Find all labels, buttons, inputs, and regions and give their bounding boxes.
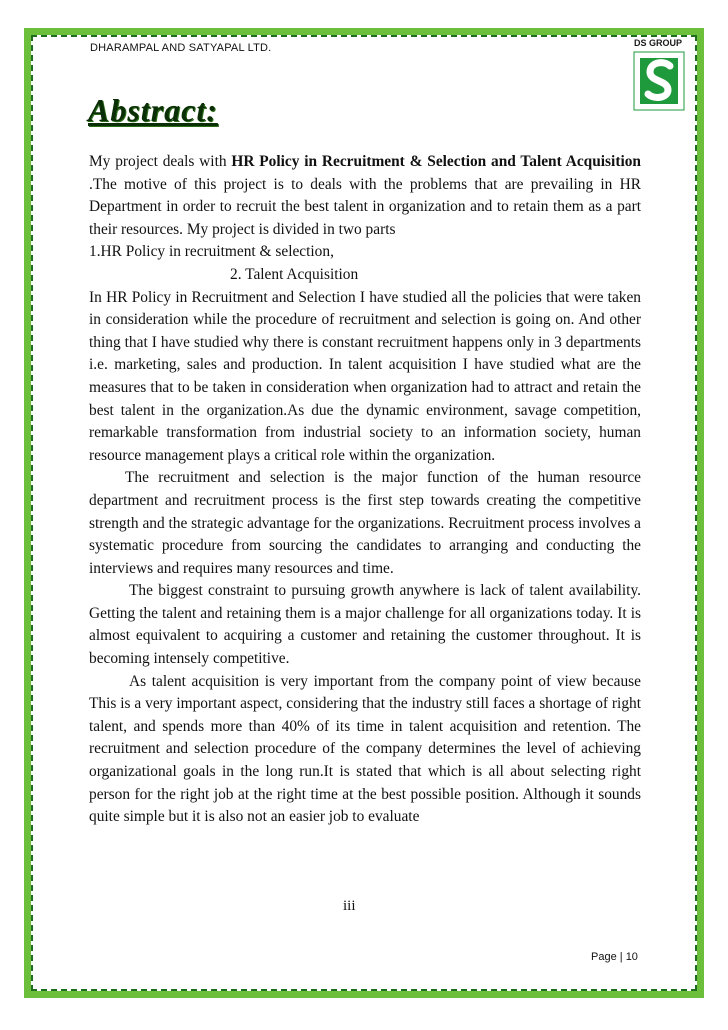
page-footer bbox=[591, 951, 638, 963]
paragraph-4: The biggest constraint to pursuing growth anywhere is lack of talent availability. Getting the talent and retaining them is a major challenge for all organizations today. It is almost equivalent to acquiring a customer and retaining the customer throughout. It is becoming intensely competitive. bbox=[89, 582, 641, 668]
paragraph-1: My project deals with HR Policy in Recruitment & Selection and Talent Acquisition .The motive of this project is to deals with the problems that are prevailing in HR Department in order to recruit the best talent in organization and to retain them as a part their resources. My project is divided in two parts bbox=[89, 153, 641, 238]
paragraph-5: As talent acquisition is very important from the company point of view because This is a very important aspect, considering that the industry still faces a shortage of right talent, and spends more than 40% of its time in talent acquisition and retention. The recruitment and selection procedure of the company determines the level of achieving organizational goals in the long run.It is stated that which is all about selecting right person for the right job at the right time at the best possible position. Although it sounds quite simple but it is also not an easier job to evaluate bbox=[89, 672, 641, 826]
paragraph-3: The recruitment and selection is the major function of the human resource department and recruitment process is the first step towards creating the competitive strength and the strategic advantage for the organizations. Recruitment process involves a systematic procedure from sourcing the candidates to arranging and conducting the interviews and requires many resources and time. bbox=[89, 469, 641, 577]
header-company: DHARAMPAL AND SATYAPAL LTD. bbox=[90, 42, 272, 54]
paragraph-2: In HR Policy in Recruitment and Selection I have studied all the policies that were taken in consideration while the procedure of recruitment and selection is going on. And other thing that I have studied why there is constant recruitment happens only in 3 departments i.e. marketing, sales and production. In talent acquisition I have studied what are the measures that to be taken in consideration when organization had to attract and retain the best talent in the organization.As due the dynamic environment, savage competition, remarkable transformation from industrial society to an information society, human resource management plays a critical role within the organization. bbox=[89, 288, 641, 464]
list-item-1: 1.HR Policy in recruitment & selection, bbox=[89, 243, 334, 261]
page-label: Page bbox=[591, 951, 617, 963]
logo-text: DS GROUP bbox=[633, 38, 682, 48]
page-number: 10 bbox=[625, 951, 638, 963]
roman-page-number: iii bbox=[343, 898, 356, 914]
abstract-body bbox=[89, 151, 641, 829]
ds-group-logo bbox=[626, 38, 690, 112]
logo-s-icon bbox=[626, 38, 690, 112]
page-separator: | bbox=[619, 951, 623, 963]
page-title: Abstract: bbox=[88, 92, 218, 128]
list-item-2: 2. Talent Acquisition bbox=[230, 265, 359, 283]
